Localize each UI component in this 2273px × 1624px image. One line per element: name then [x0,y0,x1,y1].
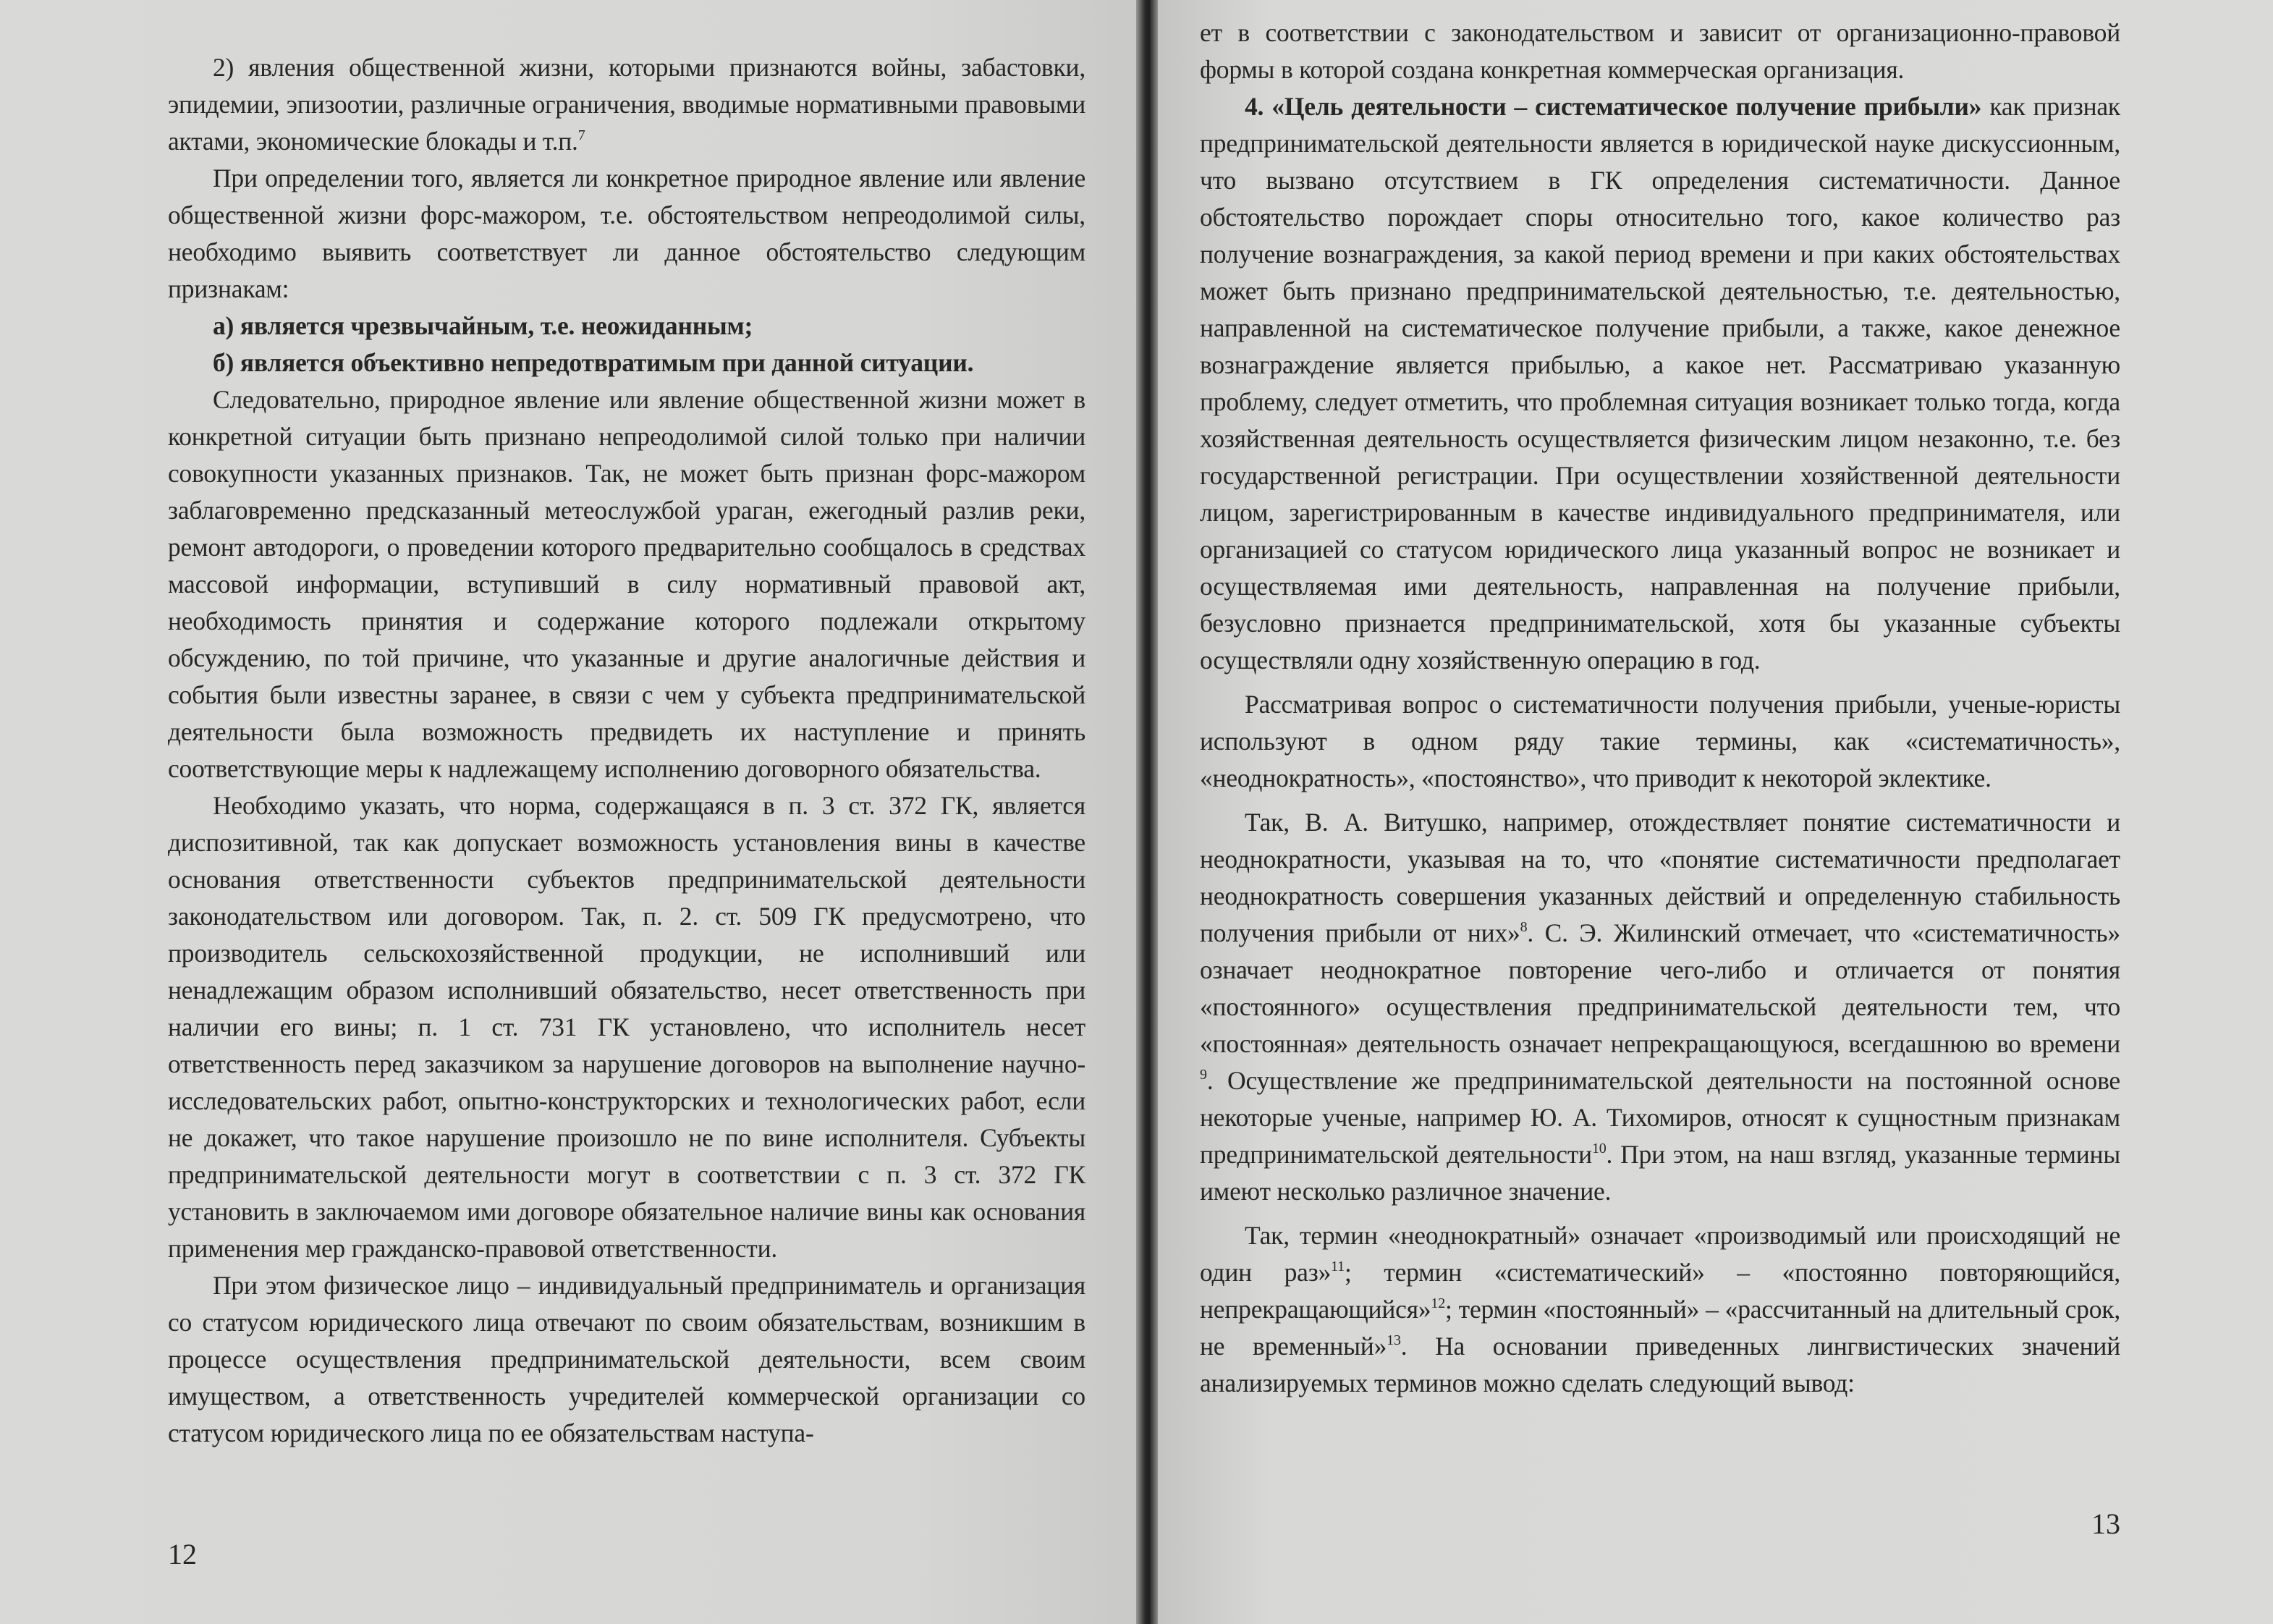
left-paragraph-7: При этом физическое лицо – индивидуальный предприниматель и организация со статусом юридического лица отвечают по своим обязательствам, возникшим в процессе осуществления предпринимательской деятельности, всем своим имуществом, а ответственность учредителей коммерческой организации со статусом юридического лица по ее обязательствам наступа- [168,1271,1085,1447]
right-paragraph-5: Так, термин «неоднократный» означает «производимый или происходящий не один раз»$^{11}$; термин «систематический» – «постоянно повторяющийся, непрекращающийся»$^{12}$; термин «постоянный» – «рассчитанный на длительный срок, не временный»$^{13}$. На основании приведенных лингвистических значений анализируемых терминов можно сделать следующий вывод: [1200,1221,2120,1397]
right-page-text [1200,14,2120,1402]
book-gutter [1136,0,1158,1624]
left-paragraph-2: При определении того, является ли конкретное природное явление или явление общественной жизни форс-мажором, т.е. обстоятельством непреодолимой силы, необходимо выявить соответствует ли данное обстоятельство следующим признакам: [168,164,1085,303]
left-criterion-b: б) является объективно непредотвратимым при данной ситуации. [213,348,974,377]
left-paragraph-1: 2) явления общественной жизни, которыми признаются войны, забастовки, эпидемии, эпизоотии, различные ограничения, вводимые нормативными правовыми актами, экономические блокады и т.п.$^7$ [168,53,1085,156]
left-page-text [168,49,1085,1452]
left-criterion-a: а) является чрезвычайным, т.е. неожиданным; [213,311,753,340]
right-page [1158,0,2273,1624]
right-paragraph-4: Так, В. А. Витушко, например, отождествляет понятие систематичности и неоднократности, указывая на то, что «понятие систематичности предполагает неоднократность совершения указанных действий и определенную стабильность получения прибыли от них»$^8$. С. Э. Жилинский отмечает, что «систематичность» означает неоднократное повторение чего-либо и отличается от понятия «постоянного» осуществления предпринимательской деятельности тем, что «постоянная» деятельность означает непрекращающуюся, всегдашнюю во времени $^9$. Осуществление же предпринимательской деятельности на постоянной основе некоторые ученые, например Ю. А. Тихомиров, относят к сущностным признакам предпринимательской деятельности$^{10}$. При этом, на наш взгляд, указанные термины имеют несколько различное значение. [1200,808,2121,1206]
right-paragraph-3: Рассматривая вопрос о систематичности получения прибыли, ученые-юристы используют в одном ряду такие термины, как «систематичность», «неоднократность», «постоянство», что приводит к некоторой эклектике. [1200,690,2120,792]
right-paragraph-2: 4. «Цель деятельности – систематическое получение прибыли» как признак предпринимательской деятельности является в юридической науке дискуссионным, что вызвано отсутствием в ГК определения систематичности. Данное обстоятельство порождает споры относительно того, какое количество раз получение вознаграждения, за какой период времени и при каких обстоятельствах может быть признано предпринимательской деятельностью, т.е. деятельностью, направленной на систематическое получение прибыли, а также, какое денежное вознаграждение является прибылью, а какое нет. Рассматриваю указанную проблему, следует отметить, что проблемная ситуация возникает только тогда, когда хозяйственная деятельность осуществляется физическим лицом незаконно, т.е. без государственной регистрации. При осуществлении хозяйственной деятельности лицом, зарегистрированным в качестве индивидуального предпринимателя, или организацией со статусом юридического лица указанный вопрос не возникает и осуществляемая ими деятельность, направленная на получение прибыли, безусловно признается предпринимательской, хотя бы указанные субъекты осуществляли одну хозяйственную операцию в год. [1200,92,2120,674]
page-number-left: 12 [168,1538,197,1570]
left-paragraph-5: Следовательно, природное явление или явление общественной жизни может в конкретной ситуации быть признано непреодолимой силой только при наличии совокупности указанных признаков. Так, не может быть признан форс-мажором заблаговременно предсказанный метеослужбой ураган, ежегодный разлив реки, ремонт автодороги, о проведении которого предварительно сообщалось в средствах массовой информации, вступивший в силу нормативный правовой акт, необходимость принятия и содержание которого подлежали открытому обсуждению, по той причине, что указанные и другие аналогичные действия и события были известны заранее, в связи с чем у субъекта предпринимательской деятельности была возможность предвидеть их наступление и принять соответствующие меры к надлежащему исполнению договорного обязательства. [168,385,1085,783]
right-paragraph-1: ет в соответствии с законодательством и зависит от организационно-правовой формы в которой создана конкретная коммерческая организация. [1200,18,2120,84]
page-number-right: 13 [2091,1507,2120,1540]
left-page [0,0,1136,1624]
section-heading-4: 4. «Цель деятельности – систематическое получение прибыли» [1245,92,1982,121]
left-paragraph-6: Необходимо указать, что норма, содержащаяся в п. 3 ст. 372 ГК, является диспозитивной, так как допускает возможность установления вины в качестве основания ответственности субъектов предпринимательской деятельности законодательством или договором. Так, п. 2. ст. 509 ГК предусмотрено, что производитель сельскохозяйственной продукции, не исполнивший или ненадлежащим образом исполнивший обязательство, несет ответственность при наличии его вины; п. 1 ст. 731 ГК установлено, что исполнитель несет ответственность перед заказчиком за нарушение договоров на выполнение научно-исследовательских работ, опытно-конструкторских и технологических работ, если не докажет, что такое нарушение произошло не по вине исполнителя. Субъекты предпринимательской деятельности могут в соответствии с п. 3 ст. 372 ГК установить в заключаемом ими договоре обязательное наличие вины как основания применения мер гражданско-правовой ответственности. [168,791,1085,1263]
